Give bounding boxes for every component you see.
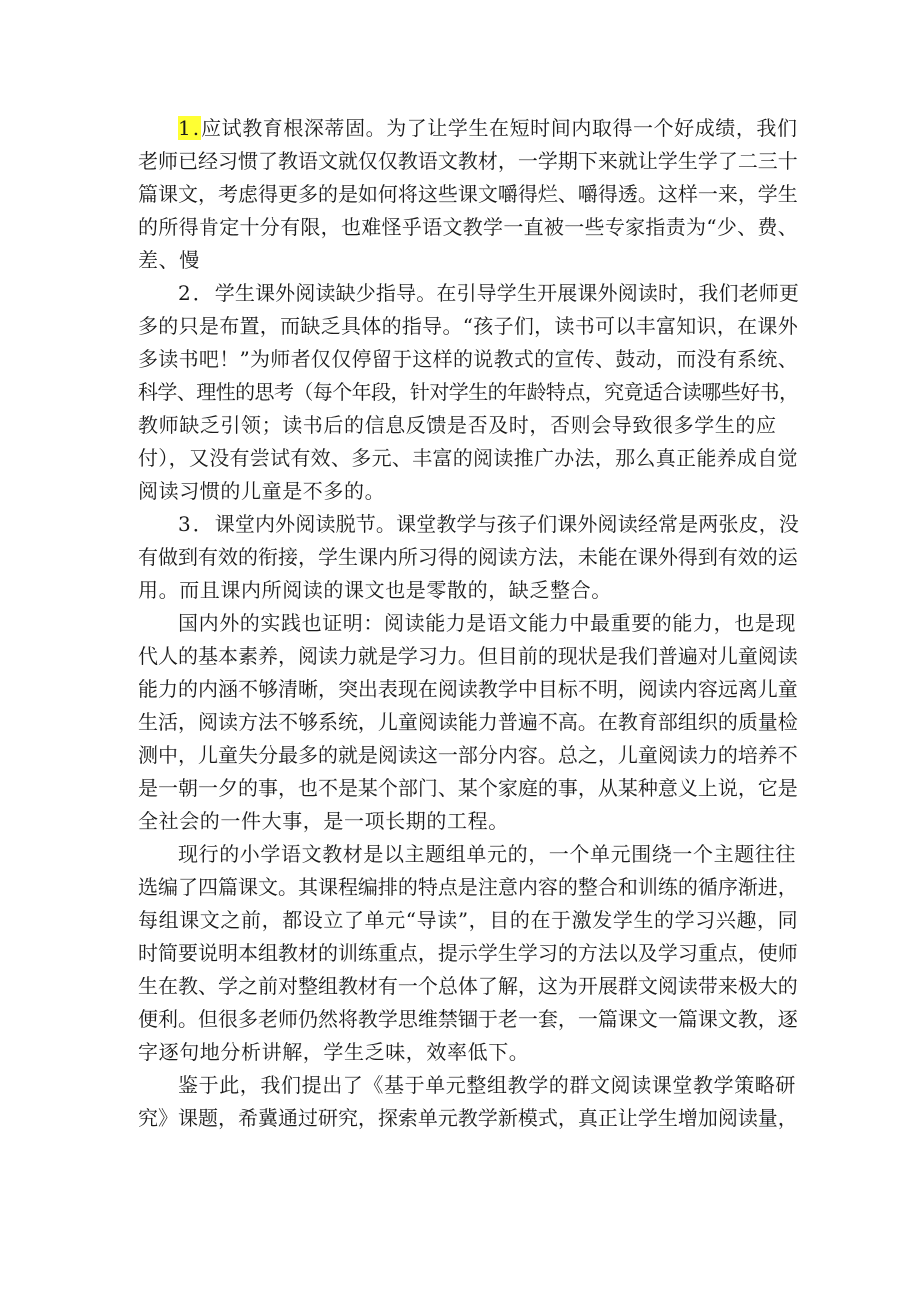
paragraph-5 [138,838,798,1069]
paragraph-line: 是一朝一夕的事，也不是某个部门、某个家庭的事，从某种意义上说，它是 [138,776,798,800]
paragraph-line: 代人的基本素养，阅读力就是学习力。但目前的现状是我们普遍对儿童阅读 [138,644,798,668]
line-text: 学生课外阅读缺少指导。在引导学生开展课外阅读时，我们老师更 [214,281,800,305]
paragraph-line [138,277,798,310]
paragraph-line: 现行的小学语文教材是以主题组单元的，一个单元围绕一个主题往往 [178,842,796,866]
paragraph-line: 国内外的实践也证明：阅读能力是语文能力中最重要的能力，也是现 [178,611,796,635]
paragraph-line: 篇课文，考虑得更多的是如何将这些课文嚼得烂、嚼得透。这样一来，学生 [138,182,798,206]
paragraph-line: 的所得肯定十分有限，也难怪乎语文教学一直被一些专家指责为“少、费、 [138,215,799,239]
highlighted-list-number: 1. [178,116,202,140]
paragraph-line: 付），又没有尝试有效、多元、丰富的阅读推广办法，那么真正能养成自觉 [138,446,798,470]
paragraph-line: 全社会的一件大事，是一项长期的工程。 [138,809,509,833]
paragraph-line: 选编了四篇课文。其课程编排的特点是注意内容的整合和训练的循序渐进， [138,875,798,899]
paragraph-line: 多读书吧！”为师者仅仅停留于这样的说教式的宣传、鼓动，而没有系统、 [138,347,799,371]
paragraph-line: 究》课题，希冀通过研究，探索单元教学新模式，真正让学生增加阅读量， [138,1106,798,1130]
paragraph-line: 老师已经习惯了教语文就仅仅教语文教材，一学期下来就让学生学了二三十 [138,149,798,173]
paragraph-line: 鉴于此，我们提出了《基于单元整组教学的群文阅读课堂教学策略研 [178,1073,796,1097]
document-body [138,112,798,1135]
paragraph-line: 科学、理性的思考（每个年段，针对学生的年龄特点，究竟适合读哪些好书， [138,380,799,404]
paragraph-line: 每组课文之前，都设立了单元“导读”，目的在于激发学生的学习兴趣，同 [138,908,799,932]
paragraph-line: 时简要说明本组教材的训练重点，提示学生学习的方法以及学习重点，使师 [138,941,798,965]
paragraph-line: 差、慢 [138,248,200,272]
paragraph-line: 生活，阅读方法不够系统，儿童阅读能力普遍不高。在教育部组织的质量检 [138,710,798,734]
line-text: 应试教育根深蒂固。为了让学生在短时间内取得一个好成绩，我们 [201,116,798,140]
line-text: 课堂内外阅读脱节。课堂教学与孩子们课外阅读经常是两张皮，没 [214,512,800,536]
paragraph-line: 能力的内涵不够清晰，突出表现在阅读教学中目标不明，阅读内容远离儿童 [138,677,798,701]
paragraph-4 [138,607,798,838]
paragraph-2 [138,277,798,508]
paragraph-line: 教师缺乏引领；读书后的信息反馈是否及时，否则会导致很多学生的应 [138,413,777,437]
paragraph-line: 测中，儿童失分最多的就是阅读这一部分内容。总之，儿童阅读力的培养不 [138,743,798,767]
list-number: 3． [178,512,215,536]
paragraph-line [138,508,798,541]
paragraph-line [138,112,798,145]
paragraph-1 [138,112,798,277]
list-number: 2． [178,281,215,305]
paragraph-6 [138,1069,798,1135]
paragraph-line: 阅读习惯的儿童是不多的。 [138,479,386,503]
paragraph-line: 生在教、学之前对整组教材有一个总体了解，这为开展群文阅读带来极大的 [138,974,798,998]
paragraph-line: 有做到有效的衔接，学生课内所习得的阅读方法，未能在课外得到有效的运 [138,545,798,569]
paragraph-line: 用。而且课内所阅读的课文也是零散的，缺乏整合。 [138,578,612,602]
paragraph-line: 多的只是布置，而缺乏具体的指导。“孩子们，读书可以丰富知识，在课外 [138,314,799,338]
paragraph-line: 便利。但很多老师仍然将教学思维禁锢于老一套，一篇课文一篇课文教，逐 [138,1007,798,1031]
paragraph-line: 字逐句地分析讲解，学生乏味，效率低下。 [138,1040,530,1064]
paragraph-3 [138,508,798,607]
